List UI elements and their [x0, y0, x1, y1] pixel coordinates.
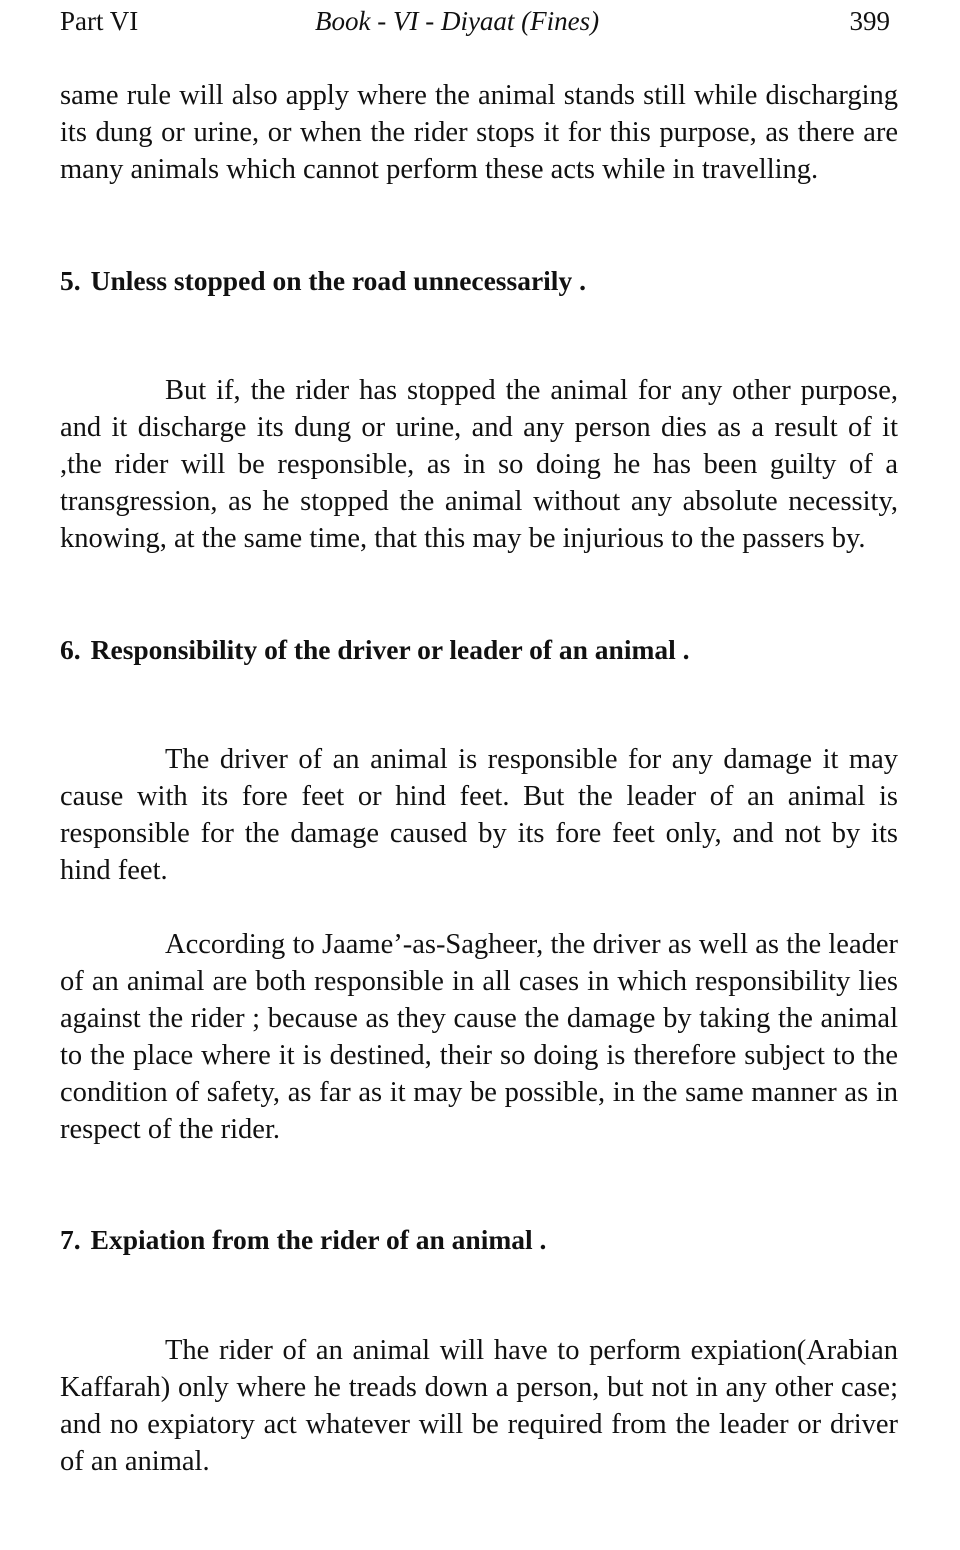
section-heading-7 [60, 1221, 898, 1258]
section-title: Expiation from the rider of an animal . [90, 1224, 547, 1255]
paragraph-stopped-animal: But if, the rider has stopped the animal for any other purpose, and it discharge its dung or urine, and any person dies as a result of it ,the rider will be responsible, as in so doing he has been guilty of a transgression, as he stopped the animal without any absolute necessity, knowing, at the same time, that this may be injurious to the passers by. [60, 375, 898, 554]
section-number: 6. [60, 634, 81, 665]
section-heading-5 [60, 262, 898, 299]
page-number: 399 [849, 6, 890, 36]
book-title: Book - VI - Diyaat (Fines) [315, 6, 600, 36]
paragraph-expiation: The rider of an animal will have to perform expiation(Arabian Kaffarah) only where he treads down a person, but not in any other case; and no expiatory act whatever will be required from the leader or driver of an animal. [60, 1335, 898, 1477]
section-title: Responsibility of the driver or leader of an animal . [90, 634, 690, 665]
running-header [60, 6, 898, 40]
paragraph-driver-leader: The driver of an animal is responsible for any damage it may cause with its fore feet or hind feet. But the leader of an animal is responsible for the damage caused by its fore feet only, and not by its hind feet. [60, 744, 898, 886]
part-label: Part VI [60, 6, 139, 36]
section-heading-6 [60, 631, 898, 668]
document-page [60, 0, 898, 1550]
section-title: Unless stopped on the road unnecessarily . [90, 265, 586, 296]
section-number: 5. [60, 265, 81, 296]
paragraph-continuation: same rule will also apply where the animal stands still while discharging its dung or urine, or when the rider stops it for this purpose, as there are many animals which cannot perform these acts while in travelling. [60, 80, 898, 185]
paragraph-jaame-as-sagheer: According to Jaame’-as-Sagheer, the driver as well as the leader of an animal are both responsible in all cases in which responsibility lies against the rider ; because as they cause the damage by taking the animal to the place where it is destined, their so doing is therefore subject to the condition of safety, as far as it may be possible, in the same manner as in respect of the rider. [60, 929, 898, 1145]
section-number: 7. [60, 1224, 81, 1255]
